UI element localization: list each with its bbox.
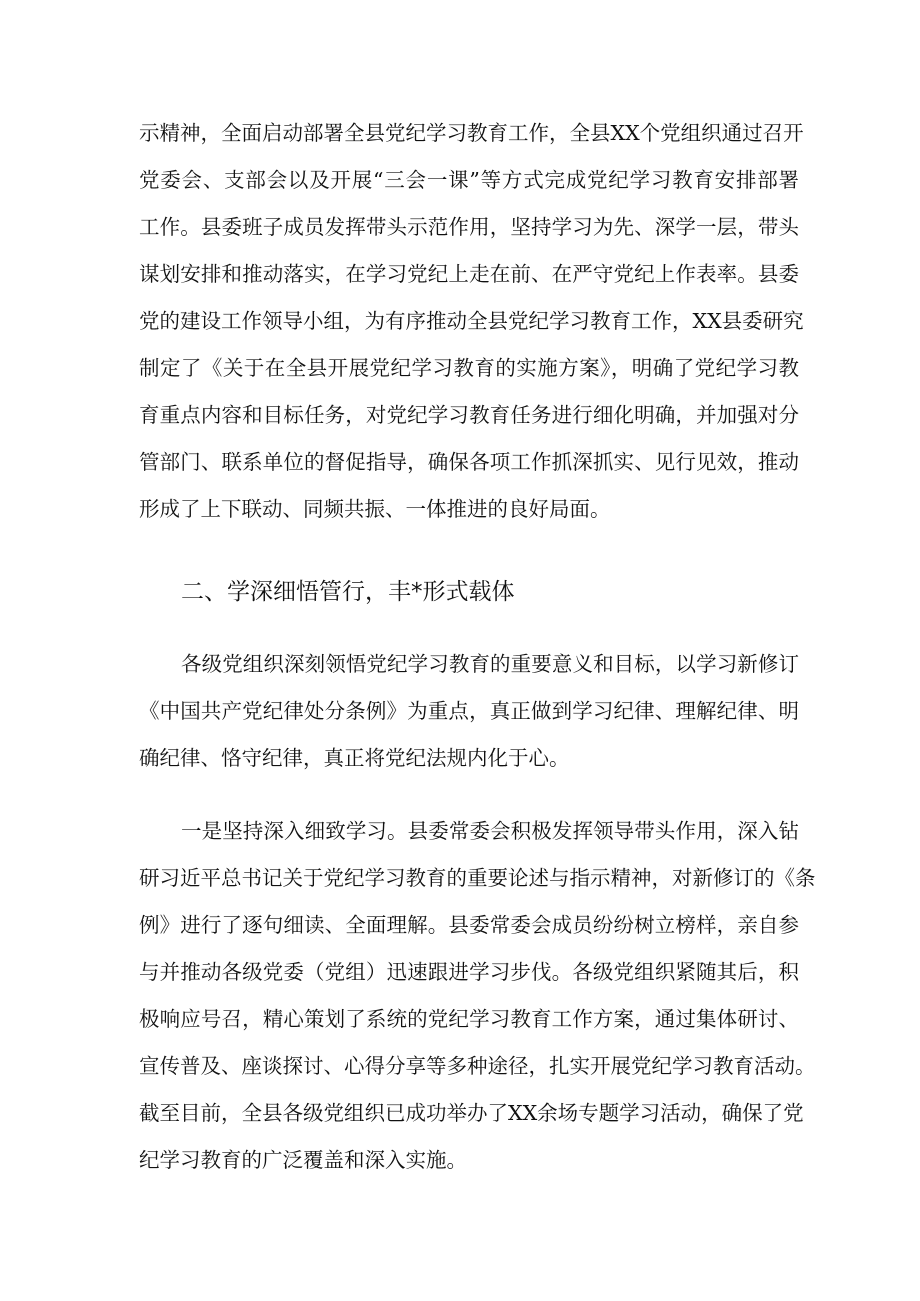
paragraph-3-line-2: 研习近平总书记关于党纪学习教育的重要论述与指示精神，对新修订的《条	[139, 866, 816, 890]
section-heading: 二、学深细悟管行，丰*形式载体	[181, 579, 515, 605]
paragraph-1-line-2: 党委会、支部会以及开展“三会一课”等方式完成党纪学习教育安排部署	[139, 168, 799, 192]
paragraph-3-line-7: 截至目前，全县各级党组织已成功举办了XX余场专题学习活动，确保了党	[139, 1101, 804, 1125]
paragraph-1-line-3: 工作。县委班子成员发挥带头示范作用，坚持学习为先、深学一层，带头	[139, 215, 799, 239]
paragraph-2-line-1: 各级党组织深刻领悟党纪学习教育的重要意义和目标，以学习新修订	[181, 652, 799, 676]
paragraph-3-line-5: 极响应号召，精心策划了系统的党纪学习教育工作方案，通过集体研讨、	[139, 1007, 799, 1031]
paragraph-1-line-9: 形成了上下联动、同频共振、一体推进的良好局面。	[139, 497, 611, 521]
paragraph-2-line-3: 确纪律、恪守纪律，真正将党纪法规内化于心。	[139, 746, 570, 770]
paragraph-3-line-6: 宣传普及、座谈探讨、心得分享等多种途径，扎实开展党纪学习教育活动。	[139, 1054, 816, 1078]
paragraph-3-line-3: 例》进行了逐句细读、全面理解。县委常委会成员纷纷树立榜样，亲自参	[139, 913, 799, 937]
paragraph-3-line-1: 一是坚持深入细致学习。县委常委会积极发挥领导带头作用，深入钻	[181, 819, 799, 843]
paragraph-1-line-1: 示精神，全面启动部署全县党纪学习教育工作，全县XX个党组织通过召开	[139, 121, 804, 145]
paragraph-3-line-8: 纪学习教育的广泛覆盖和深入实施。	[139, 1148, 467, 1172]
paragraph-1-line-8: 管部门、联系单位的督促指导，确保各项工作抓深抓实、见行见效，推动	[139, 450, 799, 474]
paragraph-2-line-2: 《中国共产党纪律处分条例》为重点，真正做到学习纪律、理解纪律、明	[139, 699, 799, 723]
paragraph-1-line-5: 党的建设工作领导小组，为有序推动全县党纪学习教育工作，XX县委研究	[139, 309, 804, 333]
paragraph-3-line-4: 与并推动各级党委（党组）迅速跟进学习步伐。各级党组织紧随其后，积	[139, 960, 799, 984]
paragraph-1-line-4: 谋划安排和推动落实，在学习党纪上走在前、在严守党纪上作表率。县委	[139, 262, 799, 286]
paragraph-1-line-7: 育重点内容和目标任务，对党纪学习教育任务进行细化明确，并加强对分	[139, 403, 799, 427]
paragraph-1-line-6: 制定了《关于在全县开展党纪学习教育的实施方案》，明确了党纪学习教	[139, 356, 799, 380]
